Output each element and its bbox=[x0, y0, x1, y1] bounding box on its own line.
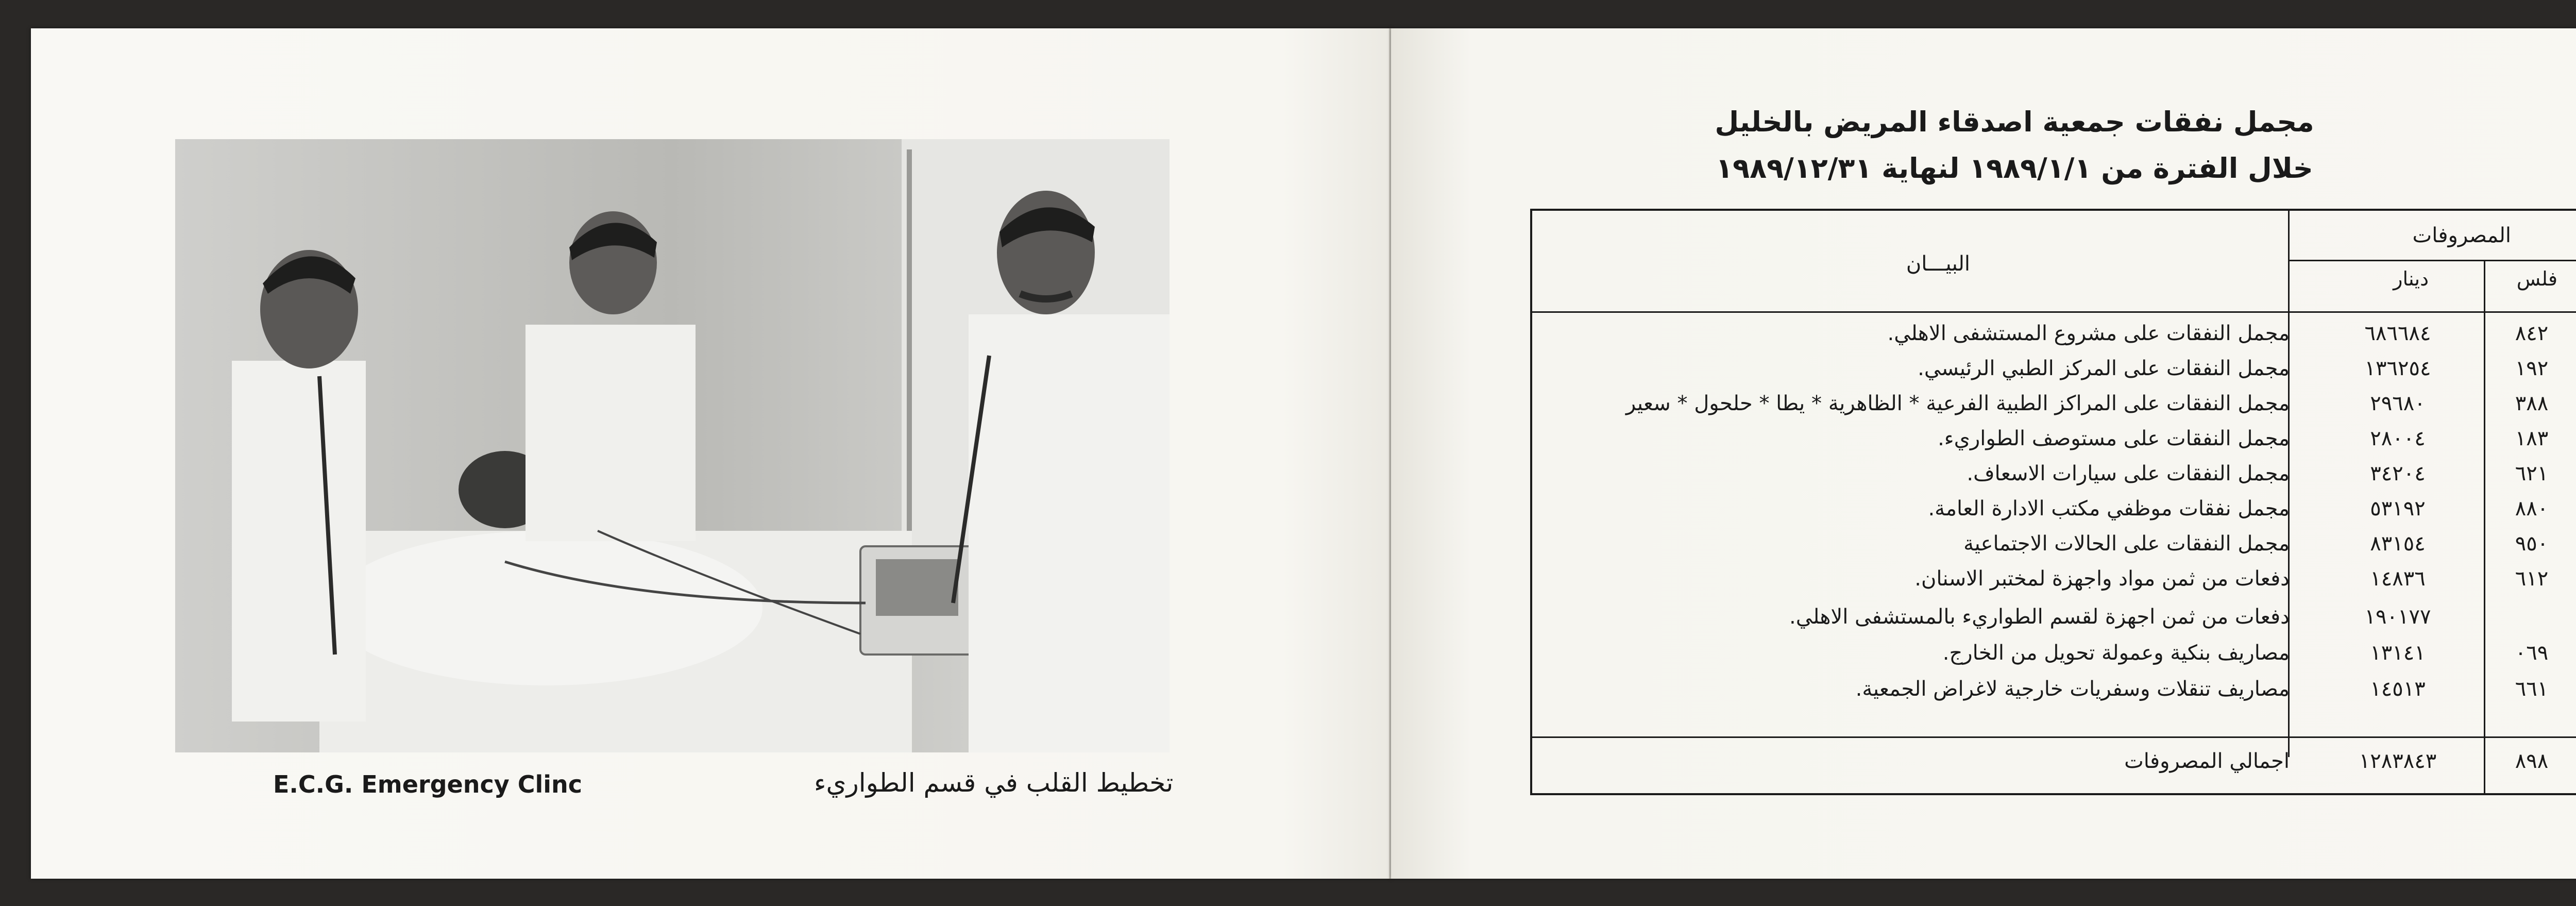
table-row bbox=[1532, 427, 2576, 462]
fils-cell: ٣٨٨ bbox=[2515, 392, 2549, 415]
expenses-title: مجمل نفقات جمعية اصدقاء المريض بالخليل bbox=[1715, 106, 2314, 138]
expenses-table bbox=[1530, 209, 2576, 795]
description-cell: مجمل نفقات موظفي مكتب الادارة العامة. bbox=[1928, 497, 2290, 521]
header-bottom-line bbox=[1532, 311, 2576, 313]
fils-cell: ١٨٣ bbox=[2515, 427, 2549, 450]
dinar-cell: ٢٩٦٨٠ bbox=[2370, 392, 2426, 415]
dinar-cell: ٦٨٦٦٨٤ bbox=[2364, 322, 2431, 345]
fils-cell: ٨٤٢ bbox=[2515, 322, 2549, 345]
table-row bbox=[1532, 392, 2576, 427]
left-page bbox=[31, 28, 1391, 879]
table-row bbox=[1532, 605, 2576, 640]
dinar-cell: ١٤٥١٣ bbox=[2370, 677, 2426, 701]
dinar-cell: ٥٣١٩٢ bbox=[2370, 497, 2426, 521]
fils-cell: ١٩٢ bbox=[2515, 357, 2549, 380]
description-cell: مجمل النفقات على مستوصف الطواريء. bbox=[1938, 427, 2290, 450]
header-fils: فلس bbox=[2516, 267, 2557, 290]
total-label: اجمالي المصروفات bbox=[2124, 749, 2290, 773]
total-fils: ٨٩٨ bbox=[2515, 749, 2549, 773]
dinar-cell: ٣٤٢٠٤ bbox=[2370, 462, 2426, 485]
dinar-cell: ٨٣١٥٤ bbox=[2370, 532, 2426, 556]
dinar-cell: ١٤٨٣٦ bbox=[2370, 567, 2426, 591]
description-cell: مجمل النفقات على مشروع المستشفى الاهلي. bbox=[1887, 322, 2290, 345]
fils-cell: ٦١٢ bbox=[2515, 567, 2549, 591]
table-row bbox=[1532, 357, 2576, 392]
dinar-cell: ١٣١٤١ bbox=[2370, 641, 2426, 665]
description-cell: مصاريف تنقلات وسفريات خارجية لاغراض الجمعية. bbox=[1855, 677, 2290, 701]
fils-cell: ٦٦١ bbox=[2515, 677, 2549, 701]
description-cell: دفعات من ثمن مواد واجهزة لمختبر الاسنان. bbox=[1914, 567, 2290, 591]
description-cell: دفعات من ثمن اجهزة لقسم الطواريء بالمستشفى الاهلي. bbox=[1789, 605, 2290, 629]
ecg-photo-image bbox=[175, 139, 1170, 752]
expenses-period: خلال الفترة من ١٩٨٩/١/١ لنهاية ١٩٨٩/١٢/٣١ bbox=[1716, 152, 2313, 184]
dinar-cell: ٢٨٠٠٤ bbox=[2370, 427, 2426, 450]
table-row bbox=[1532, 322, 2576, 357]
table-row bbox=[1532, 641, 2576, 676]
header-dinar: دينار bbox=[2393, 267, 2429, 290]
header-expenses: المصروفات bbox=[2412, 224, 2511, 247]
header-divider bbox=[2290, 260, 2576, 261]
fils-cell: ٨٨٠ bbox=[2515, 497, 2549, 521]
right-page bbox=[1391, 28, 2576, 879]
header-description: البيـــان bbox=[1906, 252, 1970, 276]
description-cell: مجمل النفقات على المركز الطبي الرئيسي. bbox=[1918, 357, 2290, 380]
description-cell: مجمل النفقات على الحالات الاجتماعية bbox=[1963, 532, 2290, 556]
dinar-cell: ١٩٠١٧٧ bbox=[2364, 605, 2431, 629]
total-row bbox=[1532, 749, 2576, 784]
booklet-spread bbox=[31, 28, 2576, 879]
dinar-cell: ١٣٦٢٥٤ bbox=[2364, 357, 2431, 380]
ecg-photo bbox=[175, 139, 1170, 752]
fils-cell: ٩٥٠ bbox=[2515, 532, 2549, 556]
table-row bbox=[1532, 462, 2576, 497]
total-dinar: ١٢٨٣٨٤٣ bbox=[2359, 749, 2437, 773]
table-row bbox=[1532, 532, 2576, 567]
description-cell: مجمل النفقات على سيارات الاسعاف. bbox=[1967, 462, 2290, 485]
table-row bbox=[1532, 677, 2576, 712]
table-row bbox=[1532, 567, 2576, 602]
description-cell: مصاريف بنكية وعمولة تحويل من الخارج. bbox=[1942, 641, 2290, 665]
caption-english: E.C.G. Emergency Clinc bbox=[273, 770, 583, 798]
table-row bbox=[1532, 497, 2576, 532]
fils-cell: ٠٦٩ bbox=[2515, 641, 2549, 665]
total-divider bbox=[1532, 736, 2576, 738]
fils-cell: ٦٢١ bbox=[2515, 462, 2549, 485]
caption-arabic: تخطيط القلب في قسم الطواريء bbox=[814, 768, 1174, 798]
description-cell: مجمل النفقات على المراكز الطبية الفرعية * الظاهرية * يطا * حلحول * سعير bbox=[1625, 392, 2290, 415]
